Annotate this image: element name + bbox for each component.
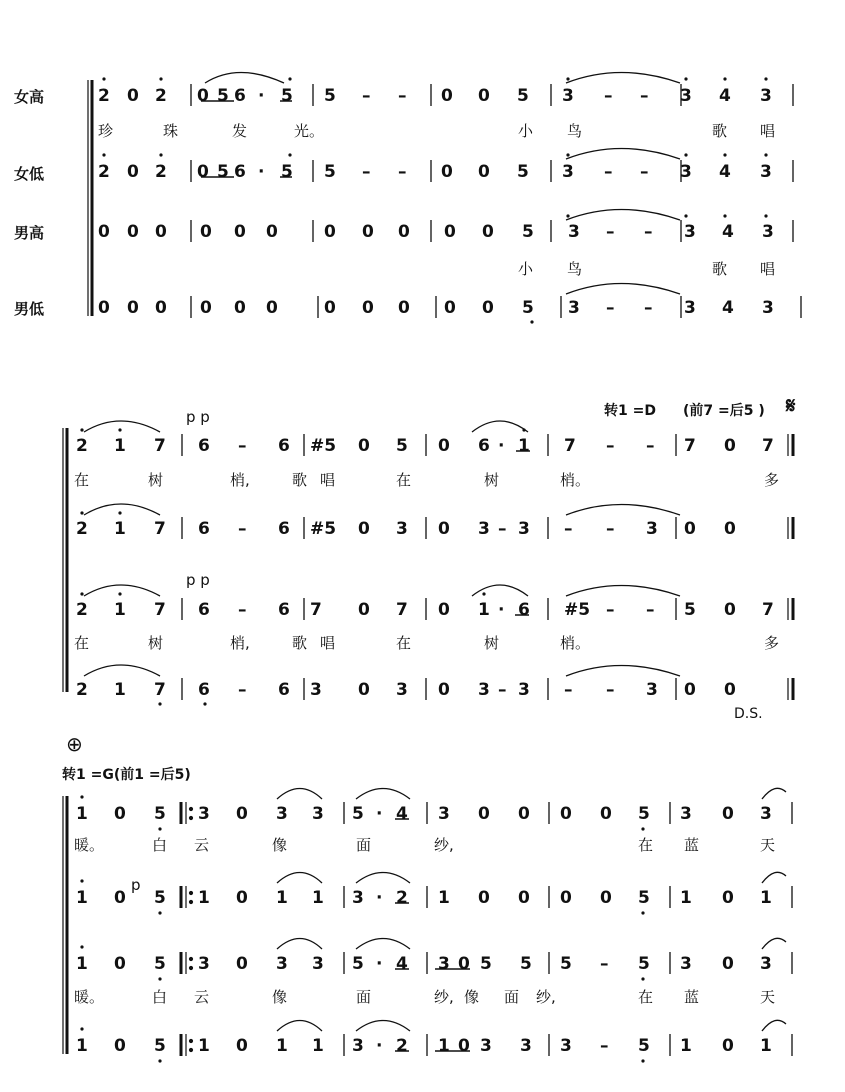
note: 5 <box>324 162 336 182</box>
note: 2 <box>76 600 88 620</box>
lyric: 面 <box>356 836 372 854</box>
note: 3 <box>762 222 774 242</box>
note: 0 <box>560 888 572 908</box>
note: 3 <box>396 519 408 539</box>
note: 3 <box>438 954 450 974</box>
note: 0 <box>441 162 453 182</box>
note: 0 <box>684 680 696 700</box>
note: 0 <box>236 804 248 824</box>
lyric: 在 <box>638 988 654 1006</box>
note: 3 <box>760 86 772 106</box>
note: 4 <box>396 804 408 824</box>
note: 7 <box>684 436 696 456</box>
note: 5 <box>281 162 293 182</box>
note: 1 <box>276 888 288 908</box>
note: 0 <box>438 436 450 456</box>
note: 0 <box>724 600 736 620</box>
note: 0 <box>234 222 246 242</box>
note: 5 <box>684 600 696 620</box>
note: 0 <box>724 436 736 456</box>
note: 3 <box>198 804 210 824</box>
note: 0 <box>362 222 374 242</box>
note: 0 <box>155 222 167 242</box>
note: 3 <box>438 804 450 824</box>
note: – <box>398 86 407 106</box>
note: 0 <box>438 680 450 700</box>
note: 6 <box>234 86 246 106</box>
note: 7 <box>762 436 774 456</box>
lyric: 树 <box>484 471 500 489</box>
note: 4 <box>722 298 734 318</box>
note: 0 <box>324 222 336 242</box>
note: 3 <box>352 1036 364 1056</box>
lyric: 暖。 <box>74 836 105 854</box>
note: 7 <box>154 600 166 620</box>
lyric: 在 <box>74 634 90 652</box>
note: 7 <box>310 600 322 620</box>
note: 0 <box>600 804 612 824</box>
note: – <box>498 519 507 539</box>
lyric: 多 <box>764 634 780 652</box>
note: 0 <box>482 222 494 242</box>
note: 3 <box>276 954 288 974</box>
note: – <box>604 162 613 182</box>
note: 0 <box>684 519 696 539</box>
note: 5 <box>480 954 492 974</box>
note: 0 <box>114 804 126 824</box>
note: 4 <box>719 86 731 106</box>
lyric: 蓝 <box>684 836 700 854</box>
part-label-soprano: 女高 <box>14 88 45 106</box>
note: 0 <box>266 222 278 242</box>
lyric: 歌 <box>292 471 308 489</box>
note: 0 <box>560 804 572 824</box>
lyric: 树 <box>148 471 164 489</box>
note: 1 <box>114 436 126 456</box>
lyric: 面 <box>504 988 520 1006</box>
note: – <box>600 1036 609 1056</box>
lyric: 蓝 <box>684 988 700 1006</box>
note: 3 <box>680 804 692 824</box>
note: 0 <box>127 298 139 318</box>
note: 1 <box>76 954 88 974</box>
note: 0 <box>358 519 370 539</box>
note: 3 <box>518 680 530 700</box>
note: 0 <box>478 804 490 824</box>
lyric: 纱, <box>434 988 454 1006</box>
lyric: 在 <box>74 471 90 489</box>
lyric: 歌 <box>292 634 308 652</box>
note: 0 <box>444 298 456 318</box>
note: 2 <box>76 519 88 539</box>
note: 0 <box>724 680 736 700</box>
note: 3 <box>562 162 574 182</box>
note: 1 <box>680 1036 692 1056</box>
lyric: 树 <box>484 634 500 652</box>
note: 1 <box>198 888 210 908</box>
note: 5 <box>638 804 650 824</box>
note: 0 <box>98 298 110 318</box>
note: 0 <box>518 888 530 908</box>
note: – <box>238 680 247 700</box>
note: – <box>604 86 613 106</box>
note: 0 <box>444 222 456 242</box>
note: 2 <box>396 1036 408 1056</box>
lyric: 鸟 <box>567 122 583 140</box>
note: 0 <box>236 954 248 974</box>
note: 4 <box>396 954 408 974</box>
note: – <box>238 519 247 539</box>
note: 0 <box>236 888 248 908</box>
note: 0 <box>438 519 450 539</box>
note: 1 <box>114 519 126 539</box>
note: 0 <box>722 954 734 974</box>
note: 0 <box>155 298 167 318</box>
note: 3 <box>560 1036 572 1056</box>
note: – <box>644 298 653 318</box>
note: 3 <box>680 162 692 182</box>
note: 3 <box>568 298 580 318</box>
note: – <box>644 222 653 242</box>
note: 0 <box>114 1036 126 1056</box>
note: #5 <box>564 600 591 620</box>
note: 2 <box>98 86 110 106</box>
coda-sign: ⊕ <box>66 732 83 756</box>
lyric: 唱 <box>760 122 776 140</box>
note: 0 <box>358 680 370 700</box>
note: – <box>362 86 371 106</box>
note: 3 <box>480 1036 492 1056</box>
note: – <box>498 680 507 700</box>
lyric: 在 <box>396 634 412 652</box>
note: 0 <box>98 222 110 242</box>
lyric: 天 <box>760 836 776 854</box>
note: – <box>606 222 615 242</box>
note: 0 <box>266 298 278 318</box>
note: – <box>238 436 247 456</box>
note: 5 <box>217 86 229 106</box>
note: – <box>238 600 247 620</box>
note: 0 <box>722 888 734 908</box>
note: – <box>606 436 615 456</box>
note: 3 <box>396 680 408 700</box>
note: 0 <box>234 298 246 318</box>
lyric: 天 <box>760 988 776 1006</box>
note: 1 <box>76 1036 88 1056</box>
note: 5 <box>217 162 229 182</box>
lyric: 梢。 <box>560 634 591 652</box>
lyric: 树 <box>148 634 164 652</box>
note: 6 <box>278 519 290 539</box>
note: – <box>362 162 371 182</box>
note: 7 <box>154 436 166 456</box>
note: 6 <box>518 600 530 620</box>
lyric: 云 <box>194 988 210 1006</box>
note: 3 <box>646 519 658 539</box>
lyric: 发 <box>232 122 248 140</box>
note: 0 <box>478 162 490 182</box>
note: 0 <box>127 162 139 182</box>
note: 0 <box>398 298 410 318</box>
note: 0 <box>362 298 374 318</box>
note: · <box>258 162 265 182</box>
note: 5 <box>638 1036 650 1056</box>
note: 7 <box>396 600 408 620</box>
note: 5 <box>396 436 408 456</box>
note: 5 <box>352 804 364 824</box>
lyric: 在 <box>638 836 654 854</box>
note: 0 <box>200 298 212 318</box>
note: – <box>398 162 407 182</box>
note: 0 <box>358 436 370 456</box>
note: 3 <box>684 298 696 318</box>
note: 2 <box>76 680 88 700</box>
lyric: 歌 <box>712 260 728 278</box>
lyric: 面 <box>356 988 372 1006</box>
note: 3 <box>312 804 324 824</box>
note: 1 <box>680 888 692 908</box>
note: 2 <box>155 86 167 106</box>
note: 0 <box>358 600 370 620</box>
dynamic-pp-tenor: p p <box>186 571 210 589</box>
note: 1 <box>312 888 324 908</box>
note: 0 <box>518 804 530 824</box>
lyric: 鸟 <box>567 260 583 278</box>
note: · <box>376 1036 383 1056</box>
note: 0 <box>722 1036 734 1056</box>
note: 2 <box>155 162 167 182</box>
note: – <box>606 600 615 620</box>
lyric: 小 <box>518 122 534 140</box>
note: 1 <box>276 1036 288 1056</box>
note: 6 <box>478 436 490 456</box>
note: 5 <box>517 86 529 106</box>
note: · <box>376 804 383 824</box>
note: 3 <box>310 680 322 700</box>
lyric: 唱 <box>320 471 336 489</box>
note: – <box>606 680 615 700</box>
note: 1 <box>76 804 88 824</box>
note: 0 <box>478 86 490 106</box>
note: 1 <box>438 1036 450 1056</box>
note: 1 <box>760 1036 772 1056</box>
note: 5 <box>520 954 532 974</box>
note: 3 <box>684 222 696 242</box>
note: 4 <box>719 162 731 182</box>
note: 0 <box>458 1036 470 1056</box>
note: 3 <box>478 680 490 700</box>
note: 7 <box>154 519 166 539</box>
note: – <box>606 519 615 539</box>
note: 0 <box>441 86 453 106</box>
lyric: 珠 <box>163 122 179 140</box>
note: 5 <box>638 954 650 974</box>
note: 0 <box>324 298 336 318</box>
lyric: 白 <box>152 836 168 854</box>
note: 1 <box>478 600 490 620</box>
lyric: 云 <box>194 836 210 854</box>
note: – <box>606 298 615 318</box>
dynamic-p-alto: p <box>131 876 141 894</box>
note: 3 <box>760 162 772 182</box>
lyric: 在 <box>396 471 412 489</box>
lyric: 唱 <box>320 634 336 652</box>
note: 6 <box>198 680 210 700</box>
note: #5 <box>310 436 337 456</box>
note: 7 <box>762 600 774 620</box>
note: – <box>640 162 649 182</box>
note: 1 <box>76 888 88 908</box>
note: 5 <box>154 1036 166 1056</box>
note: 3 <box>518 519 530 539</box>
note: 0 <box>482 298 494 318</box>
note: 5 <box>638 888 650 908</box>
lyric: 梢, <box>230 471 250 489</box>
note: 3 <box>760 804 772 824</box>
note: 7 <box>154 680 166 700</box>
key-change-g: 转1 =G(前1 =后5) <box>62 767 191 783</box>
note: 5 <box>522 298 534 318</box>
note: 6 <box>198 600 210 620</box>
note: 0 <box>438 600 450 620</box>
note: 0 <box>458 954 470 974</box>
note: 1 <box>312 1036 324 1056</box>
lyric: 梢, <box>230 634 250 652</box>
note: 0 <box>114 888 126 908</box>
note: · <box>498 436 505 456</box>
da-segno-mark: D.S. <box>734 706 763 722</box>
note: 4 <box>722 222 734 242</box>
note: 1 <box>518 436 530 456</box>
note: – <box>640 86 649 106</box>
key-change-d-note: (前7 =后5 ) <box>683 403 765 419</box>
note: – <box>600 954 609 974</box>
note: 3 <box>276 804 288 824</box>
note: 0 <box>722 804 734 824</box>
note: 0 <box>197 162 209 182</box>
note: 5 <box>154 888 166 908</box>
part-label-tenor: 男高 <box>14 224 45 242</box>
note: 7 <box>564 436 576 456</box>
lyric: 白 <box>152 988 168 1006</box>
note: 0 <box>200 222 212 242</box>
note: 3 <box>760 954 772 974</box>
note: 3 <box>312 954 324 974</box>
note: 3 <box>762 298 774 318</box>
note: 0 <box>236 1036 248 1056</box>
note: 5 <box>324 86 336 106</box>
note: 1 <box>198 1036 210 1056</box>
note: 3 <box>680 954 692 974</box>
note: · <box>498 600 505 620</box>
note: 1 <box>114 680 126 700</box>
note: · <box>258 86 265 106</box>
note: 2 <box>98 162 110 182</box>
note: 0 <box>197 86 209 106</box>
note: – <box>564 519 573 539</box>
note: 6 <box>278 600 290 620</box>
lyric: 光。 <box>294 122 325 140</box>
dynamic-pp-soprano: p p <box>186 408 210 426</box>
note: 6 <box>198 436 210 456</box>
note: – <box>646 436 655 456</box>
lyric: 珍 <box>98 122 114 140</box>
lyric: 暖。 <box>74 988 105 1006</box>
note: 5 <box>560 954 572 974</box>
note: 5 <box>517 162 529 182</box>
note: 5 <box>154 804 166 824</box>
segno-sign: 𝄋 <box>786 394 796 419</box>
note: 3 <box>198 954 210 974</box>
note: 0 <box>127 86 139 106</box>
part-label-alto: 女低 <box>14 165 45 183</box>
note: 0 <box>114 954 126 974</box>
note: 6 <box>278 680 290 700</box>
note: 3 <box>680 86 692 106</box>
lyric: 歌 <box>712 122 728 140</box>
lyric: 唱 <box>760 260 776 278</box>
note: #5 <box>310 519 337 539</box>
note: – <box>646 600 655 620</box>
note: 2 <box>396 888 408 908</box>
lyric: 多 <box>764 471 780 489</box>
note: 0 <box>398 222 410 242</box>
lyric: 梢。 <box>560 471 591 489</box>
lyric: 纱, <box>536 988 556 1006</box>
note: 6 <box>198 519 210 539</box>
lyric: 像 <box>464 988 480 1006</box>
note: 3 <box>568 222 580 242</box>
note: 2 <box>76 436 88 456</box>
note: – <box>564 680 573 700</box>
note: 5 <box>352 954 364 974</box>
note: 3 <box>646 680 658 700</box>
note: 0 <box>478 888 490 908</box>
note: 0 <box>127 222 139 242</box>
note: · <box>376 954 383 974</box>
note: 1 <box>438 888 450 908</box>
note: 3 <box>520 1036 532 1056</box>
note: 0 <box>600 888 612 908</box>
note: 1 <box>760 888 772 908</box>
note: 5 <box>281 86 293 106</box>
key-change-d: 转1 =D <box>604 403 656 419</box>
lyric: 像 <box>272 988 288 1006</box>
part-label-bass: 男低 <box>14 300 45 318</box>
note: 1 <box>114 600 126 620</box>
note: 3 <box>478 519 490 539</box>
note: · <box>376 888 383 908</box>
note: 0 <box>724 519 736 539</box>
note: 6 <box>234 162 246 182</box>
lyric: 纱, <box>434 836 454 854</box>
note: 3 <box>352 888 364 908</box>
note: 3 <box>562 86 574 106</box>
lyric: 像 <box>272 836 288 854</box>
note: 5 <box>154 954 166 974</box>
lyric: 小 <box>518 260 534 278</box>
note: 6 <box>278 436 290 456</box>
note: 5 <box>522 222 534 242</box>
